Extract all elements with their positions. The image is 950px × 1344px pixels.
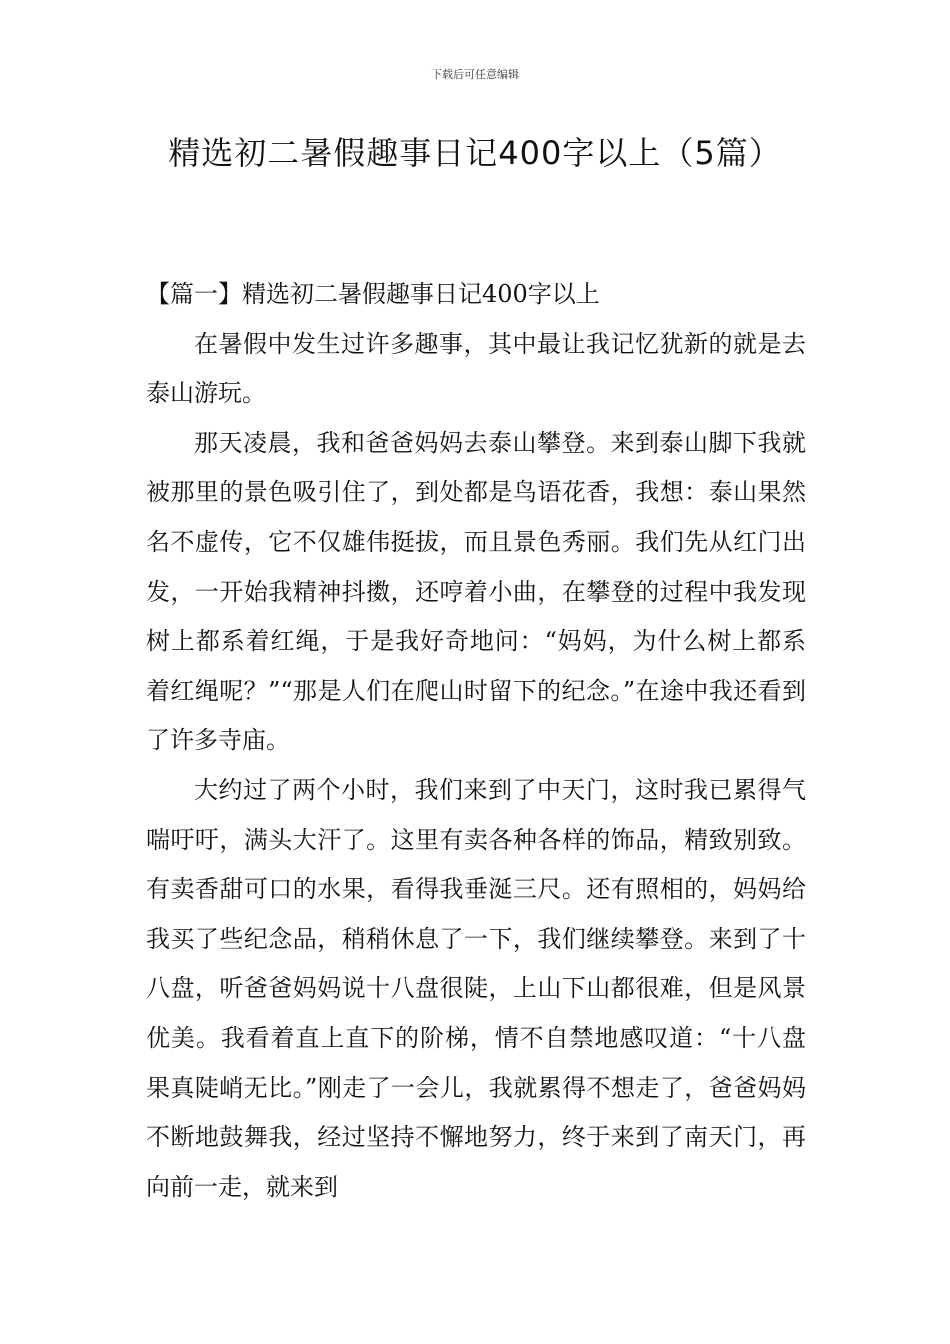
paragraph-3: 大约过了两个小时，我们来到了中天门，这时我已累得气喘吁吁，满头大汗了。这里有卖各种各样的饰品，精致别致。有卖香甜可口的水果，看得我垂涎三尺。还有照相的，妈妈给我买了些纪念品，稍稍休息了一下，我们继续攀登。来到了十八盘，听爸爸妈妈说十八盘很陡，上山下山都很难，但是风景优美。我看着直上直下的阶梯，情不自禁地感叹道：“十八盘果真陡峭无比。”刚走了一会儿，我就累得不想走了，爸爸妈妈不断地鼓舞我，经过坚持不懈地努力，终于来到了南天门，再向前一走，就来到 xyxy=(146,775,806,1201)
header-note: 下载后可任意编辑 xyxy=(431,68,519,81)
document-title: 精选初二暑假趣事日记400字以上（5篇） xyxy=(168,134,782,172)
paragraph-2: 那天凌晨，我和爸爸妈妈去泰山攀登。来到泰山脚下我就被那里的景色吸引住了，到处都是鸟语花香，我想：泰山果然名不虚传，它不仅雄伟挺拔，而且景色秀丽。我们先从红门出发，一开始我精神抖擞，还哼着小曲，在攀登的过程中我发现树上都系着红绳，于是我好奇地问：“妈妈，为什么树上都系着红绳呢？”“那是人们在爬山时留下的纪念。”在途中我还看到了许多寺庙。 xyxy=(146,428,806,755)
document-body xyxy=(146,270,806,1212)
paragraph-1: 在暑假中发生过许多趣事，其中最让我记忆犹新的就是去泰山游玩。 xyxy=(146,329,806,408)
section-heading: 【篇一】精选初二暑假趣事日记400字以上 xyxy=(146,280,600,308)
